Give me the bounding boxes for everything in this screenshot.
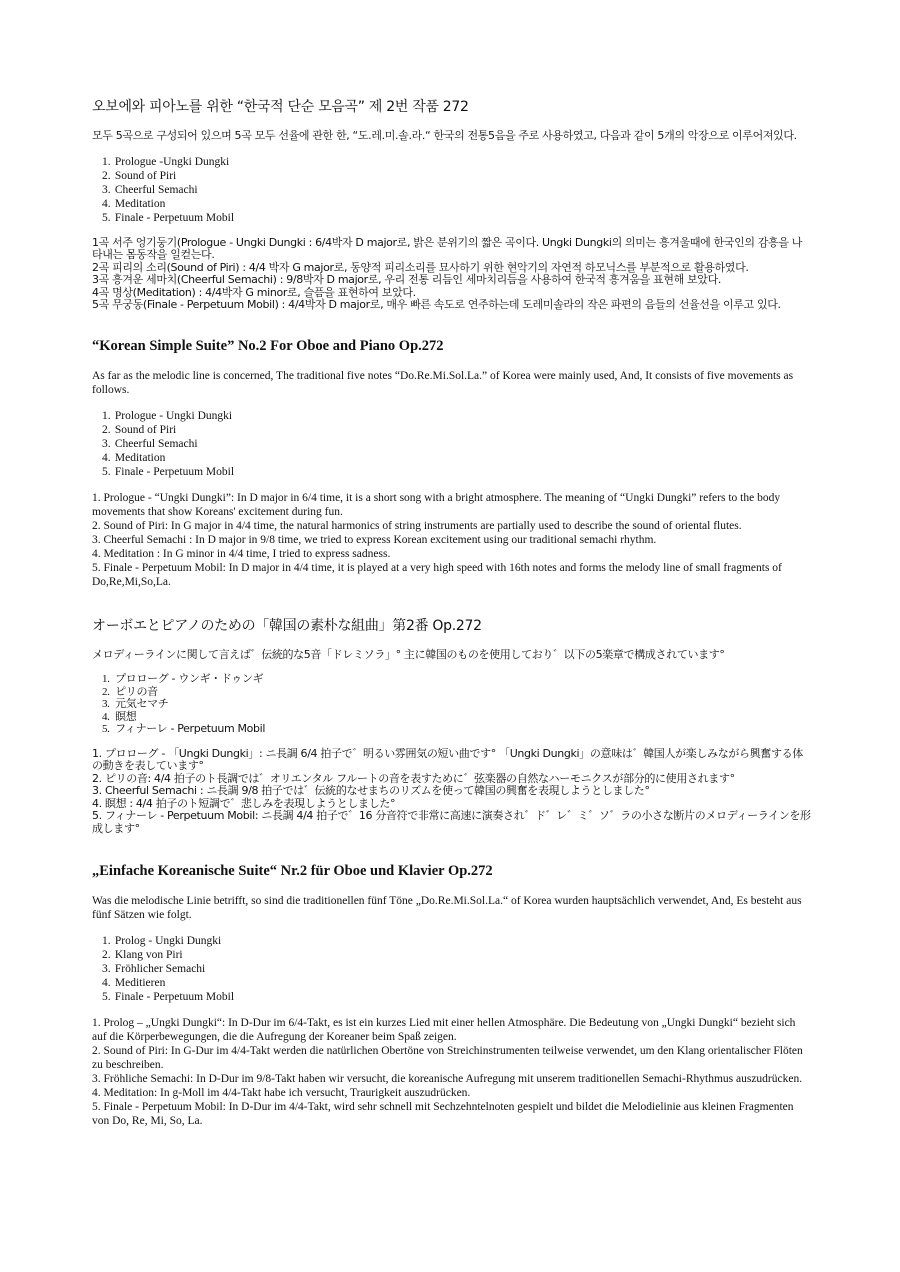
japanese-section xyxy=(92,615,812,836)
japanese-movement-list xyxy=(92,673,812,736)
list-item: 1. Prologue -Ungki Dungki xyxy=(102,155,230,168)
japanese-description-5: 5. フィナーレ - Perpetuum Mobil: ニ長調 4/4 拍子で゛16 分音符で非常に高速に演奏され゛ド゛レ゛ミ゛ソ゛ラの小さな断片のメロディーラインを形成します° xyxy=(92,809,811,835)
korean-movement-list xyxy=(92,155,812,225)
list-item: 1. プロローグ - ウンギ・ドゥンギ xyxy=(102,672,264,685)
german-description-5: 5. Finale - Perpetuum Mobil: In D-Dur im 4/4-Takt, wird sehr schnell mit Sechzehntelnoten gespielt und bildet die Melodielinie aus kleinen Fragmenten von Do, Re, Mi, So, La. xyxy=(92,1101,794,1127)
english-description-5: 5. Finale - Perpetuum Mobil: In D major in 4/4 time, it is played at a very high speed with 16th notes and forms the melody line of small fragments of Do,Re,Mi,So,La. xyxy=(92,561,782,588)
list-item: 2. Sound of Piri xyxy=(102,169,177,182)
german-description-2: 2. Sound of Piri: In G-Dur im 4/4-Takt werden die natürlichen Obertöne von Streichinstrumenten teilweise verwendet, um den Klang orientalischer Flöten zu beschreiben. xyxy=(92,1045,803,1071)
list-item: 2. ピリの音 xyxy=(102,684,158,698)
german-description-4: 4. Meditation: In g-Moll im 4/4-Takt habe ich versucht, Traurigkeit auszudrücken. xyxy=(92,1087,471,1099)
list-item: 5. Finale - Perpetuum Mobil xyxy=(102,211,235,224)
japanese-intro: メロディーラインに関して言えば゛伝統的な5音「ドレミソラ」° 主に韓国のものを使用しており゛以下の5楽章で構成されています° xyxy=(92,647,725,661)
english-description-3: 3. Cheerful Semachi : In D major in 9/8 time, we tried to express Korean excitement using our traditional semachi rhythm. xyxy=(92,533,657,546)
english-section xyxy=(92,338,812,589)
list-item: 5. Finale - Perpetuum Mobil xyxy=(102,465,235,478)
korean-intro: 모두 5곡으로 구성되어 있으며 5곡 모두 선율에 관한 한, “도.레.미.솔.라.“ 한국의 전통5음을 주로 사용하였고, 다음과 같이 5개의 악장으로 이루어져있다. xyxy=(92,129,797,142)
list-item: 1. Prologue - Ungki Dungki xyxy=(102,409,233,422)
english-intro: As far as the melodic line is concerned, The traditional five notes “Do.Re.Mi.Sol.La.” of Korea were mainly used, And, It consists of five movements as follows. xyxy=(92,369,794,396)
list-item: 5. フィナーレ - Perpetuum Mobil xyxy=(102,722,266,735)
japanese-description-3: 3. Cheerful Semachi : ニ長調 9/8 拍子では゛伝統的なせまちのリズムを使って韓国の興奮を表現しようとしました° xyxy=(92,784,650,797)
list-item: 4. Meditation xyxy=(102,451,166,464)
german-section xyxy=(92,863,812,1128)
german-intro: Was die melodische Linie betrifft, so sind die traditionellen fünf Töne „Do.Re.Mi.Sol.La.“ of Korea wurden hauptsächlich verwendet, And, Es besteht aus fünf Sätzen wie folgt. xyxy=(92,895,802,921)
english-description-1: 1. Prologue - “Ungki Dungki”: In D major in 6/4 time, it is a short song with a bright atmosphere. The meaning of “Ungki Dungki” refers to the body movements that show Koreans' excitement during fun. xyxy=(92,491,781,518)
english-description-4: 4. Meditation : In G minor in 4/4 time, I tried to express sadness. xyxy=(92,547,391,560)
korean-description-5: 5곡 무궁동(Finale - Perpetuum Mobil) : 4/4박자 D major로, 매우 빠른 속도로 연주하는데 도레미솔라의 작은 파편의 음들의 선율선을 이루고 있다. xyxy=(92,298,781,311)
list-item: 3. Fröhlicher Semachi xyxy=(102,963,206,975)
list-item: 2. Sound of Piri xyxy=(102,423,177,436)
list-item: 5. Finale - Perpetuum Mobil xyxy=(102,991,235,1003)
english-movement-list xyxy=(92,409,812,479)
list-item: 4. Meditation xyxy=(102,197,166,210)
english-title: “Korean Simple Suite” No.2 For Oboe and Piano Op.272 xyxy=(92,337,444,354)
list-item: 3. 元気セマチ xyxy=(102,697,169,710)
japanese-description-2: 2. ピリの音: 4/4 拍子のト長調では゛オリエンタル フルートの音を表すために゛弦楽器の自然なハーモニクスが部分的に使用されます° xyxy=(92,771,735,785)
korean-description-3: 3곡 흥겨운 세마치(Cheerful Semachi) : 9/8박자 D major로, 우리 전통 리듬인 세마치리듬을 사용하여 한국적 흥겨움을 표현해 보았다. xyxy=(92,273,721,286)
list-item: 4. Meditieren xyxy=(102,977,166,989)
german-movement-list xyxy=(92,934,812,1004)
list-item: 2. Klang von Piri xyxy=(102,949,183,961)
german-description-3: 3. Fröhliche Semachi: In D-Dur im 9/8-Takt haben wir versucht, die koreanische Aufregung mit unserem traditionellen Semachi-Rhythmus auszudrücken. xyxy=(92,1073,803,1085)
english-description-2: 2. Sound of Piri: In G major in 4/4 time, the natural harmonics of string instruments are partially used to describe the sound of oriental flutes. xyxy=(92,519,742,532)
document-page xyxy=(92,96,812,1128)
list-item: 3. Cheerful Semachi xyxy=(102,437,198,450)
korean-description-2: 2곡 피리의 소리(Sound of Piri) : 4/4 박자 G major로, 동양적 피리소리를 묘사하기 위한 현악기의 자연적 하모닉스를 부분적으로 활용하였다. xyxy=(92,260,749,274)
japanese-description-4: 4. 瞑想 : 4/4 拍子のト短調で゛悲しみを表現しようとしました° xyxy=(92,796,396,810)
list-item: 3. Cheerful Semachi xyxy=(102,183,198,196)
japanese-description-1: 1. プロローグ - 「Ungki Dungki」: ニ長調 6/4 拍子で゛明るい雰囲気の短い曲です° 「Ungki Dungki」の意味は゛韓国人が楽しみながら興奮する体の動きを表しています° xyxy=(92,746,803,772)
german-title: „Einfache Koreanische Suite“ Nr.2 für Oboe und Klavier Op.272 xyxy=(92,863,493,879)
list-item: 4. 瞑想 xyxy=(102,709,137,723)
german-description-1: 1. Prolog – „Ungki Dungki“: In D-Dur im 6/4-Takt, es ist ein kurzes Lied mit einer hellen Atmosphäre. Die Bedeutung von „Ungki Dungki“ bezieht sich auf die Körperbewegungen, die die Aufregung der Koreaner beim Spaß zeigen. xyxy=(92,1017,796,1043)
korean-description-4: 4곡 명상(Meditation) : 4/4박자 G minor로, 슬픔을 표현하여 보았다. xyxy=(92,285,416,299)
korean-title: 오보에와 피아노를 위한 “한국적 단순 모음곡” 제 2번 작품 272 xyxy=(92,99,469,115)
korean-description-1: 1곡 서주 엉기둥기(Prologue - Ungki Dungki : 6/4박자 D major로, 밝은 분위기의 짧은 곡이다. Ungki Dungki의 의미는 흥겨울때에 한국인의 감흥을 나타내는 몸동작을 일컫는다. xyxy=(92,235,803,261)
korean-section xyxy=(92,96,812,312)
list-item: 1. Prolog - Ungki Dungki xyxy=(102,935,222,947)
japanese-title: オーボエとピアノのための「韓国の素朴な組曲」第2番 Op.272 xyxy=(92,617,482,634)
